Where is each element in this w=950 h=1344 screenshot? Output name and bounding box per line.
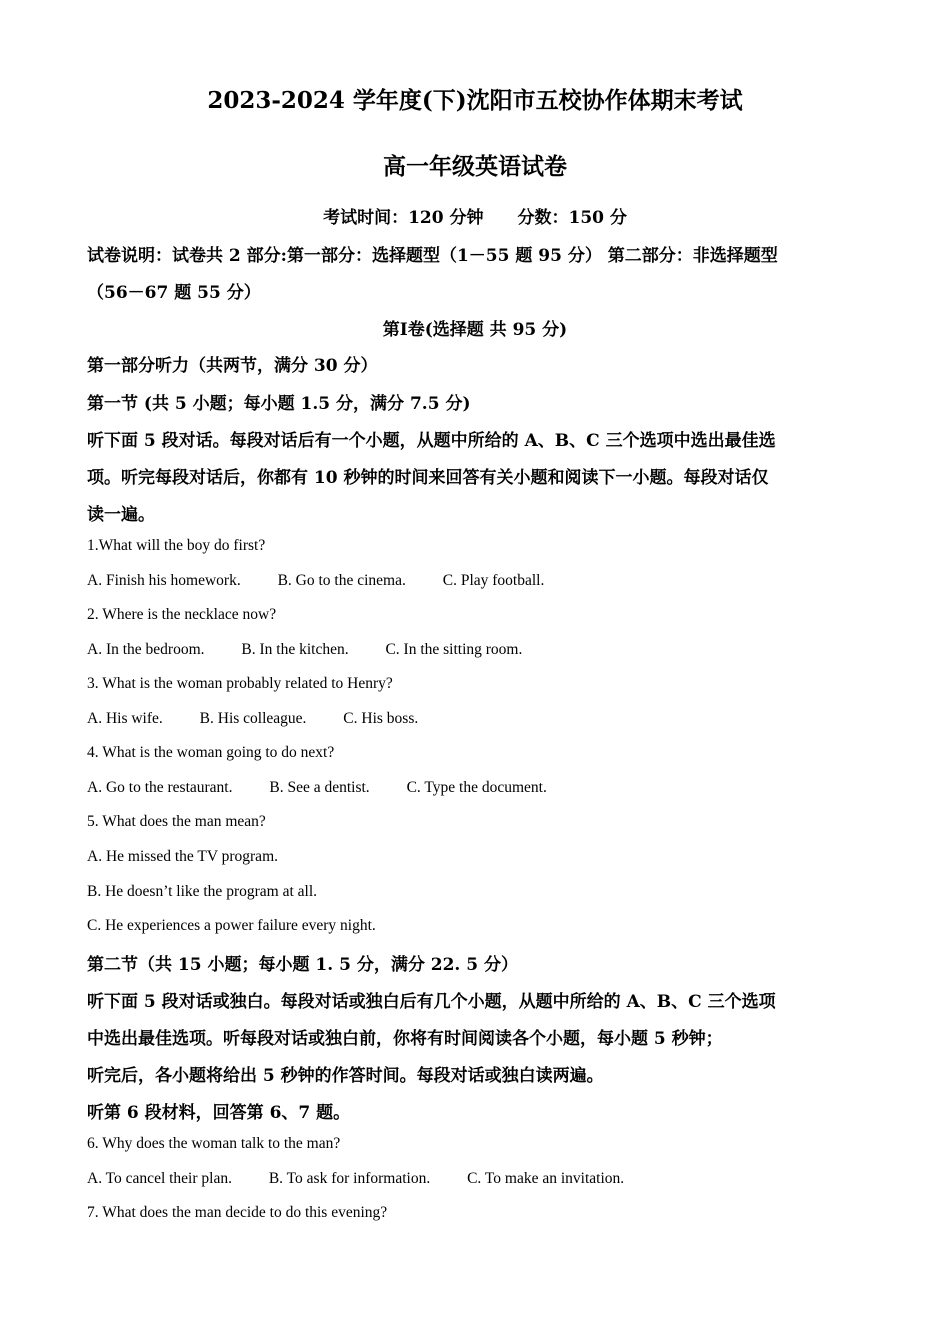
section1-instruction-line: 项。听完每段对话后，你都有 10 秒钟的时间来回答有关小题和阅读下一小题。每段对话仅 (87, 468, 769, 488)
paper-notes-line-1: 试卷说明：试卷共 2 部分:第一部分：选择题型（1－55 题 95 分） 第二部分：非选择题型 (87, 246, 778, 266)
section1-instruction-line: 读一遍。 (87, 505, 155, 525)
section2-instruction-line: 听下面 5 段对话或独白。每段对话或独白后有几个小题，从题中所给的 A、B、C 三个选项 (87, 992, 776, 1012)
section2-heading: 第二节（共 15 小题；每小题 1. 5 分，满分 22. 5 分） (87, 955, 518, 975)
question-7: 7. What does the man decide to do this evening? (87, 1204, 388, 1221)
option-a: A. He missed the TV program. (87, 848, 278, 865)
option-c: C. Play football. (442, 572, 545, 589)
question-5: 5. What does the man mean? (87, 813, 266, 830)
part1-heading: 第一部分听力（共两节，满分 30 分） (87, 356, 378, 376)
question-4-options (87, 779, 547, 797)
exam-info: 考试时间：120 分钟 分数：150 分 (323, 208, 627, 228)
option-c: C. To make an invitation. (467, 1170, 625, 1187)
volume-title: 第Ⅰ卷(选择题 共 95 分) (382, 320, 568, 340)
section2-instruction-line: 听完后，各小题将给出 5 秒钟的作答时间。每段对话或独白读两遍。 (87, 1066, 604, 1086)
section2-instruction-line: 中选出最佳选项。听每段对话或独白前，你将有时间阅读各个小题，每小题 5 秒钟； (87, 1029, 723, 1049)
option-a: A. Go to the restaurant. (87, 779, 233, 796)
question-3-options (87, 710, 418, 728)
question-1: 1.What will the boy do first? (87, 537, 266, 554)
option-b: B. In the kitchen. (241, 641, 349, 658)
question-2: 2. Where is the necklace now? (87, 606, 277, 623)
section1-instruction-line: 听下面 5 段对话。每段对话后有一个小题，从题中所给的 A、B、C 三个选项中选出最佳选 (87, 431, 776, 451)
option-c: C. In the sitting room. (385, 641, 523, 658)
paper-notes-line-2: （56－67 题 55 分） (87, 283, 261, 303)
question-6: 6. Why does the woman talk to the man? (87, 1135, 341, 1152)
option-b: B. See a dentist. (269, 779, 370, 796)
option-c: C. His boss. (343, 710, 419, 727)
option-b: B. Go to the cinema. (277, 572, 406, 589)
option-c: C. Type the document. (406, 779, 547, 796)
question-3: 3. What is the woman probably related to Henry? (87, 675, 393, 692)
question-4: 4. What is the woman going to do next? (87, 744, 335, 761)
option-c: C. He experiences a power failure every night. (87, 917, 376, 934)
section1-heading: 第一节 (共 5 小题；每小题 1.5 分，满分 7.5 分) (87, 394, 471, 414)
option-a: A. Finish his homework. (87, 572, 241, 589)
option-a: A. In the bedroom. (87, 641, 205, 658)
option-b: B. To ask for information. (268, 1170, 431, 1187)
option-a: A. His wife. (87, 710, 163, 727)
option-b: B. His colleague. (199, 710, 307, 727)
exam-title: 2023-2024 学年度(下)沈阳市五校协作体期末考试 (207, 87, 743, 114)
option-b: B. He doesn’t like the program at all. (87, 883, 318, 900)
material-6-heading: 听第 6 段材料，回答第 6、7 题。 (87, 1103, 351, 1123)
option-a: A. To cancel their plan. (87, 1170, 232, 1187)
paper-subtitle: 高一年级英语试卷 (383, 153, 567, 180)
question-1-options (87, 572, 544, 590)
question-2-options (87, 641, 522, 659)
question-6-options (87, 1170, 624, 1188)
